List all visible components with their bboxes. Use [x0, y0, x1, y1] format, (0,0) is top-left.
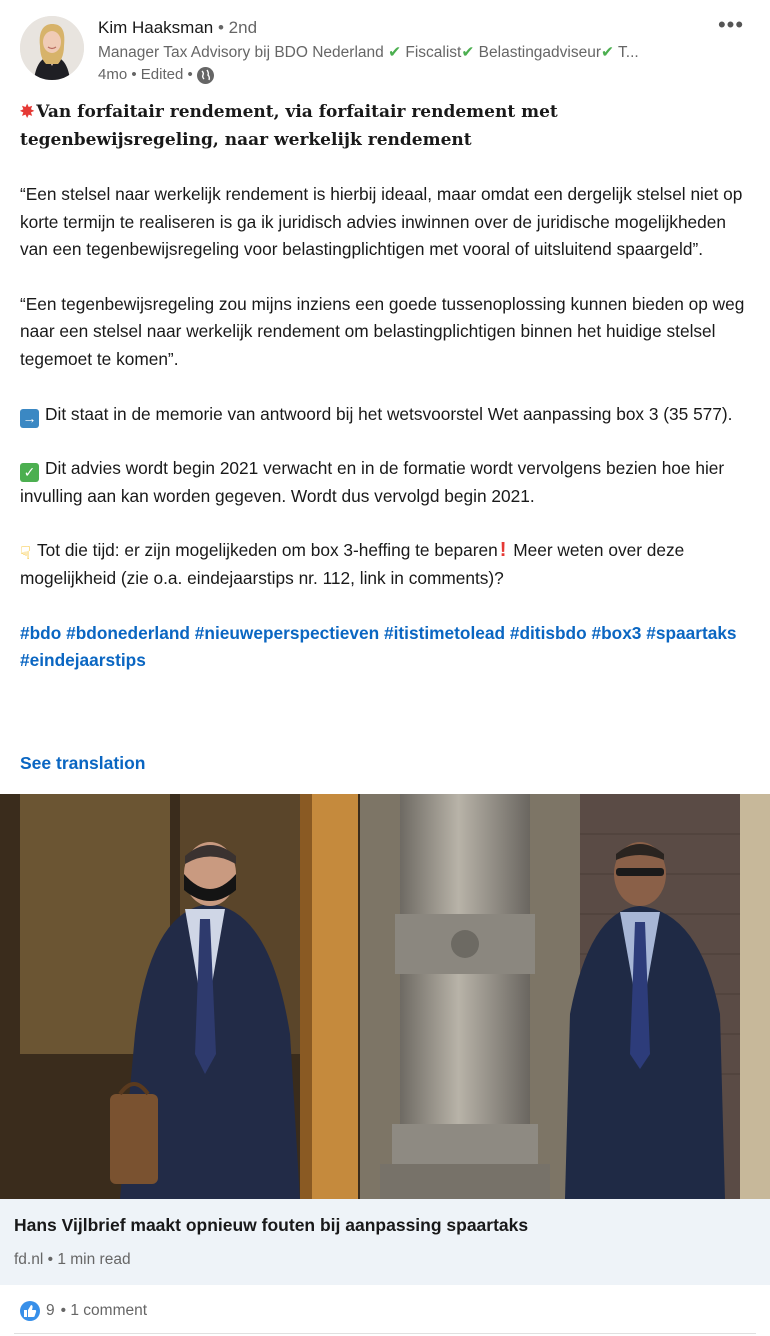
post-time-row — [98, 64, 690, 86]
post-time: 4mo • Edited • — [98, 66, 193, 83]
author-meta — [98, 14, 690, 86]
post-paragraph — [20, 537, 755, 592]
check-icon: ✔ — [461, 44, 475, 61]
article-source: fd.nl • 1 min read — [14, 1251, 131, 1268]
hashtag-link[interactable]: #box3 — [591, 622, 642, 643]
author-name[interactable]: Kim Haaksman — [98, 18, 214, 37]
more-options-button[interactable]: ••• — [717, 12, 745, 37]
check-mark-emoji-icon: ✓ — [20, 463, 39, 482]
hashtag-link[interactable]: #spaartaks — [646, 622, 737, 643]
author-headline — [98, 42, 690, 64]
author-avatar[interactable] — [20, 16, 84, 80]
collision-emoji-icon: ✸ — [20, 102, 35, 122]
author-name-row — [98, 14, 690, 42]
social-counts — [20, 1298, 147, 1324]
post-paragraph-text: Tot die tijd: er zijn mogelijkeden om box 3-heffing te beparen — [36, 540, 498, 561]
pointing-down-emoji-icon: ☟ — [20, 543, 31, 564]
like-reaction-icon — [20, 1301, 40, 1321]
right-arrow-emoji-icon: → — [20, 409, 39, 428]
post-paragraph-text: Meer weten over deze mogelijkheid (zie o.a. eindejaarstips nr. 112, link in comments)? — [20, 540, 685, 588]
check-icon: ✔ — [388, 44, 402, 61]
hashtag-link[interactable]: #itistimetolead — [384, 622, 506, 643]
post-title-text: Van forfaitair rendement, via forfaitair rendement met tegenbewijsregeling, naar werkelijk rendement — [20, 102, 558, 150]
divider — [14, 1333, 756, 1334]
post-paragraph-text: Dit advies wordt begin 2021 verwacht en in de formatie wordt vervolgens bezien hoe hier invulling aan kan worden gegeven. Wordt dus vervolgd begin 2021. — [20, 458, 725, 506]
post-paragraph — [20, 455, 755, 510]
post-title — [20, 98, 755, 154]
check-icon: ✔ — [601, 44, 615, 61]
post-body — [20, 98, 755, 675]
globe-icon — [197, 67, 214, 84]
article-image[interactable] — [0, 794, 770, 1199]
hashtag-link[interactable]: #ditisbdo — [509, 622, 587, 643]
comment-count[interactable]: • 1 comment — [60, 1302, 148, 1319]
see-translation-link[interactable]: See translation — [20, 753, 146, 773]
hashtag-list — [20, 620, 755, 675]
headline-part: T... — [614, 44, 639, 61]
post-paragraph: “Een stelsel naar werkelijk rendement is hierbij ideaal, maar omdat een dergelijk stelsel niet op korte termijn te realiseren is ga ik juridisch advies inwinnen over de juridische mogelijkheden van een tegenbewijsregeling voor belastingplichtigen met vooral of uitsluitend spaargeld”. — [20, 184, 743, 260]
connection-degree: • 2nd — [218, 18, 258, 37]
article-title[interactable]: Hans Vijlbrief maakt opnieuw fouten bij aanpassing spaartaks — [14, 1215, 529, 1235]
exclamation-emoji-icon: ! — [499, 539, 507, 562]
post-header — [20, 14, 750, 84]
post-paragraph: “Een tegenbewijsregeling zou mijns inziens een goede tussenoplossing kunnen bieden op weg naar een stelsel naar werkelijk rendement om belastingplichtigen binnen het huidige stelsel tegemoet te komen”. — [20, 293, 745, 369]
article-link-card[interactable] — [0, 1199, 770, 1285]
hashtag-link[interactable]: #eindejaarstips — [20, 650, 146, 671]
hashtag-link[interactable]: #bdonederland — [66, 622, 190, 643]
headline-part: Manager Tax Advisory bij BDO Nederland — [98, 44, 389, 61]
reaction-count[interactable]: 9 — [46, 1302, 55, 1319]
post-paragraph — [20, 401, 755, 429]
headline-part: Belastingadviseur — [474, 44, 602, 61]
post-paragraph-text: Dit staat in de memorie van antwoord bij het wetsvoorstel Wet aanpassing box 3 (35 577). — [45, 403, 733, 424]
hashtag-link[interactable]: #nieuweperspectieven — [194, 622, 380, 643]
headline-part: Fiscalist — [401, 44, 462, 61]
hashtag-link[interactable]: #bdo — [20, 622, 62, 643]
